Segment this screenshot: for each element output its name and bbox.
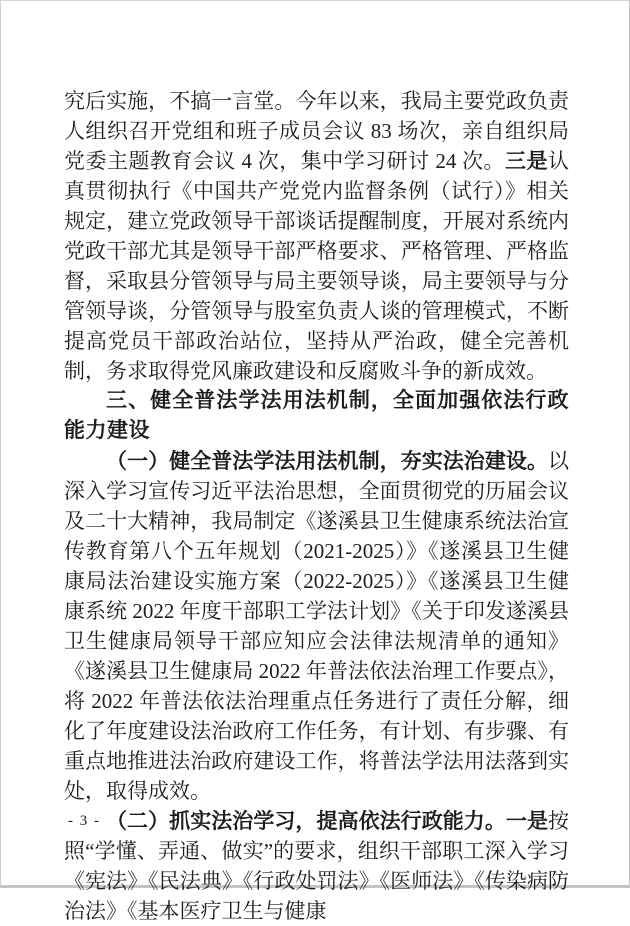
paragraph-continued	[64, 86, 569, 386]
bold-enumerator: 一是	[505, 809, 549, 833]
paragraph-subsection-2	[64, 806, 569, 926]
text-run: 以深入学习宣传习近平法治思想，全面贯彻党的历届会议及二十大精神，我局制定《遂溪县卫生健康系统法治宣传教育第八个五年规划（2021-2025）》《遂溪县卫生健康局法治建设实施方案（2022-2025）》《遂溪县卫生健康系统 2022 年度干部职工学法计划》《关于印发遂溪县卫生健康局领导干部应知应会法律法规清单的通知》《遂溪县卫生健康局 2022 年普法依法治理工作要点》，将 2022 年普法依法治理重点任务进行了责任分解，细化了年度建设法治政府工作任务，有计划、有步骤、有重点地推进法治政府建设工作，将普法学法用法落到实处，取得成效。	[64, 449, 569, 803]
document-body	[64, 86, 569, 926]
bold-lead-run: （一）健全普法学法用法机制，夯实法治建设。	[106, 449, 548, 473]
text-run: 按照“学懂、弄通、做实”的要求，组织干部职工深入学习《宪法》《民法典》《行政处罚法》《医师法》《传染病防治法》《基本医疗卫生与健康	[64, 809, 570, 923]
bold-enumerator: 三是	[505, 149, 549, 173]
text-run: 认真贯彻执行《中国共产党党内监督条例（试行）》相关规定，建立党政领导干部谈话提醒制度，开展对系统内党政干部尤其是领导干部严格要求、严格管理、严格监督，采取县分管领导与局主要领导谈，局主要领导与分管领导谈，分管领导与股室负责人谈的管理模式，不断提高党员干部政治站位，坚持从严治政，健全完善机制，务求取得党风廉政建设和反腐败斗争的新成效。	[64, 149, 570, 383]
bold-lead-run: （二）抓实法治学习，提高依法行政能力。	[106, 809, 506, 833]
text-run: 究后实施，不搞一言堂。今年以来，我局主要党政负责人组织召开党组和班子成员会议 83 场次，亲自组织局党委主题教育会议 4 次，集中学习研讨 24 次。	[64, 89, 569, 173]
section-heading: 三、健全普法学法用法机制，全面加强依法行政能力建设	[64, 389, 569, 442]
paragraph-subsection-1	[64, 446, 569, 806]
page-number: - 3 -	[68, 813, 101, 829]
